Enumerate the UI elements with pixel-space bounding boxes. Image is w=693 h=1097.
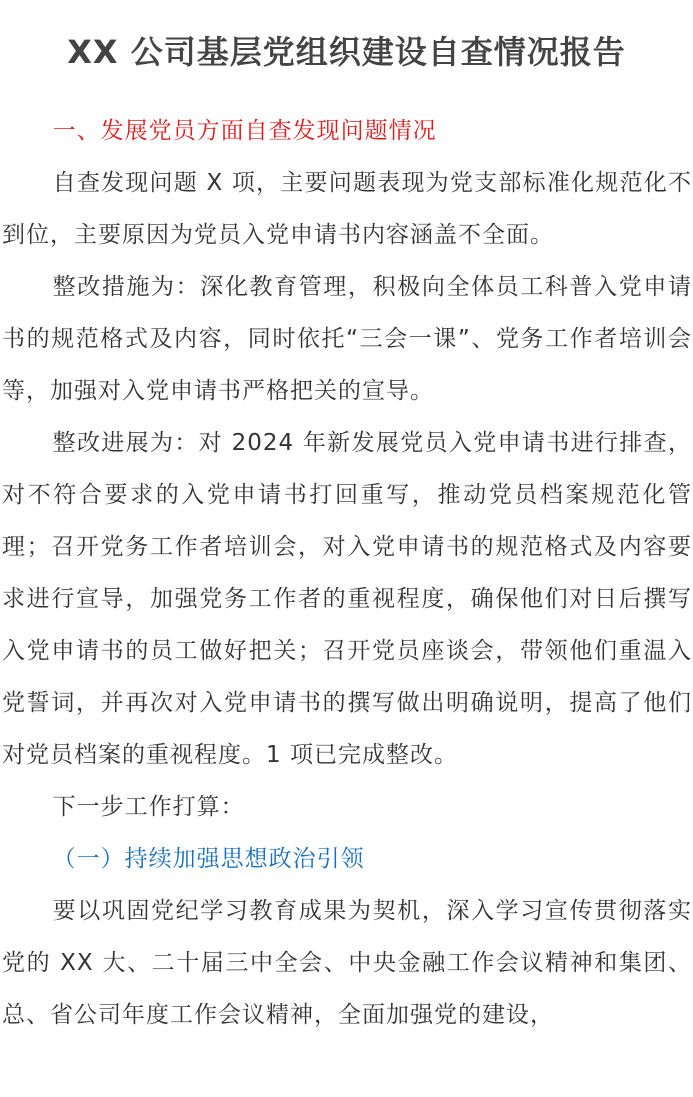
- paragraph-next-steps: 下一步工作打算：: [52, 794, 245, 820]
- paragraph-measures: 整改措施为：深化教育管理，积极向全体员工科普入党申请书的规范格式及内容，同时依托“三会一课”、党务工作者培训会等，加强对入党申请书严格把关的宣导。: [2, 274, 692, 404]
- subsection-heading: （一）持续加强思想政治引领: [52, 846, 365, 872]
- paragraph-progress: 整改进展为：对 2024 年新发展党员入党申请书进行排查，对不符合要求的入党申请书打回重写，推动党员档案规范化管理；召开党务工作者培训会，对入党申请书的规范格式及内容要求进行宣导，加强党务工作者的重视程度，确保他们对日后撰写入党申请书的员工做好把关；召开党员座谈会，带领他们重温入党誓词，并再次对入党申请书的撰写做出明确说明，提高了他们对党员档案的重视程度。1 项已完成整改。: [2, 430, 692, 768]
- paragraph-subsection: 要以巩固党纪学习教育成果为契机，深入学习宣传贯彻落实党的 XX 大、二十届三中全会、中央金融工作会议精神和集团、总、省公司年度工作会议精神，全面加强党的建设，: [2, 898, 692, 1028]
- paragraph-findings: 自查发现问题 X 项，主要问题表现为党支部标准化规范化不到位，主要原因为党员入党申请书内容涵盖不全面。: [2, 170, 692, 248]
- document-title: XX 公司基层党组织建设自查情况报告: [67, 33, 626, 71]
- document-body: [2, 105, 692, 1041]
- section-heading: 一、发展党员方面自查发现问题情况: [52, 118, 437, 144]
